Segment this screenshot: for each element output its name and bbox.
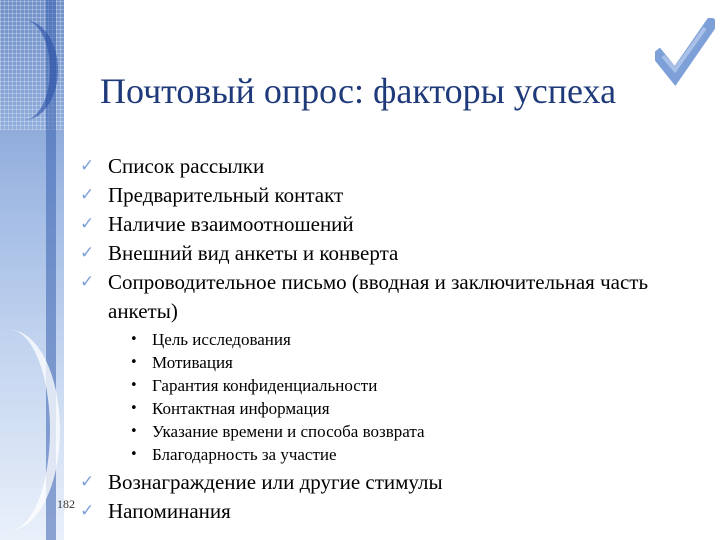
list-item: ✓ Список рассылки — [80, 152, 720, 181]
sub-list-item: • Указание времени и способа возврата — [130, 422, 425, 441]
checkmark-icon: ✓ — [80, 185, 95, 205]
list-item: ✓ Предварительный контакт — [80, 181, 720, 210]
decorative-sidebar — [0, 0, 64, 540]
dot-icon: • — [130, 401, 138, 416]
dot-icon: • — [130, 355, 138, 370]
sub-list-item: • Контактная информация — [130, 399, 330, 418]
checkmark-icon: ✓ — [80, 214, 95, 234]
list-item: ✓ Напоминания — [80, 497, 720, 526]
checkmark-icon: ✓ — [80, 272, 95, 292]
dot-icon: • — [130, 378, 138, 393]
list-item: ✓ Внешний вид анкеты и конверта — [80, 239, 720, 268]
sub-list — [128, 328, 720, 466]
list-item: ✓ Наличие взаимоотношений — [80, 210, 720, 239]
slide-content — [80, 152, 720, 526]
checkmark-icon: ✓ — [80, 243, 95, 263]
list-item: ✓ Сопроводительное письмо (вводная и заключительная часть анкеты) — [80, 270, 649, 323]
sub-list-item: • Цель исследования — [130, 330, 291, 349]
slide-number: 182 — [57, 497, 75, 511]
checkmark-icon: ✓ — [80, 501, 95, 521]
sub-list-item: • Мотивация — [130, 353, 233, 372]
sub-list-item: • Благодарность за участие — [130, 445, 337, 464]
checkmark-icon: ✓ — [80, 156, 95, 176]
slide-title: Почтовый опрос: факторы успеха — [100, 71, 617, 111]
dot-icon: • — [130, 332, 138, 347]
checkmark-icon: ✓ — [80, 472, 95, 492]
sub-list-item: • Гарантия конфиденциальности — [130, 376, 378, 395]
dot-icon: • — [130, 424, 138, 439]
list-item: ✓ Вознаграждение или другие стимулы — [80, 468, 720, 497]
dot-icon: • — [130, 447, 138, 462]
